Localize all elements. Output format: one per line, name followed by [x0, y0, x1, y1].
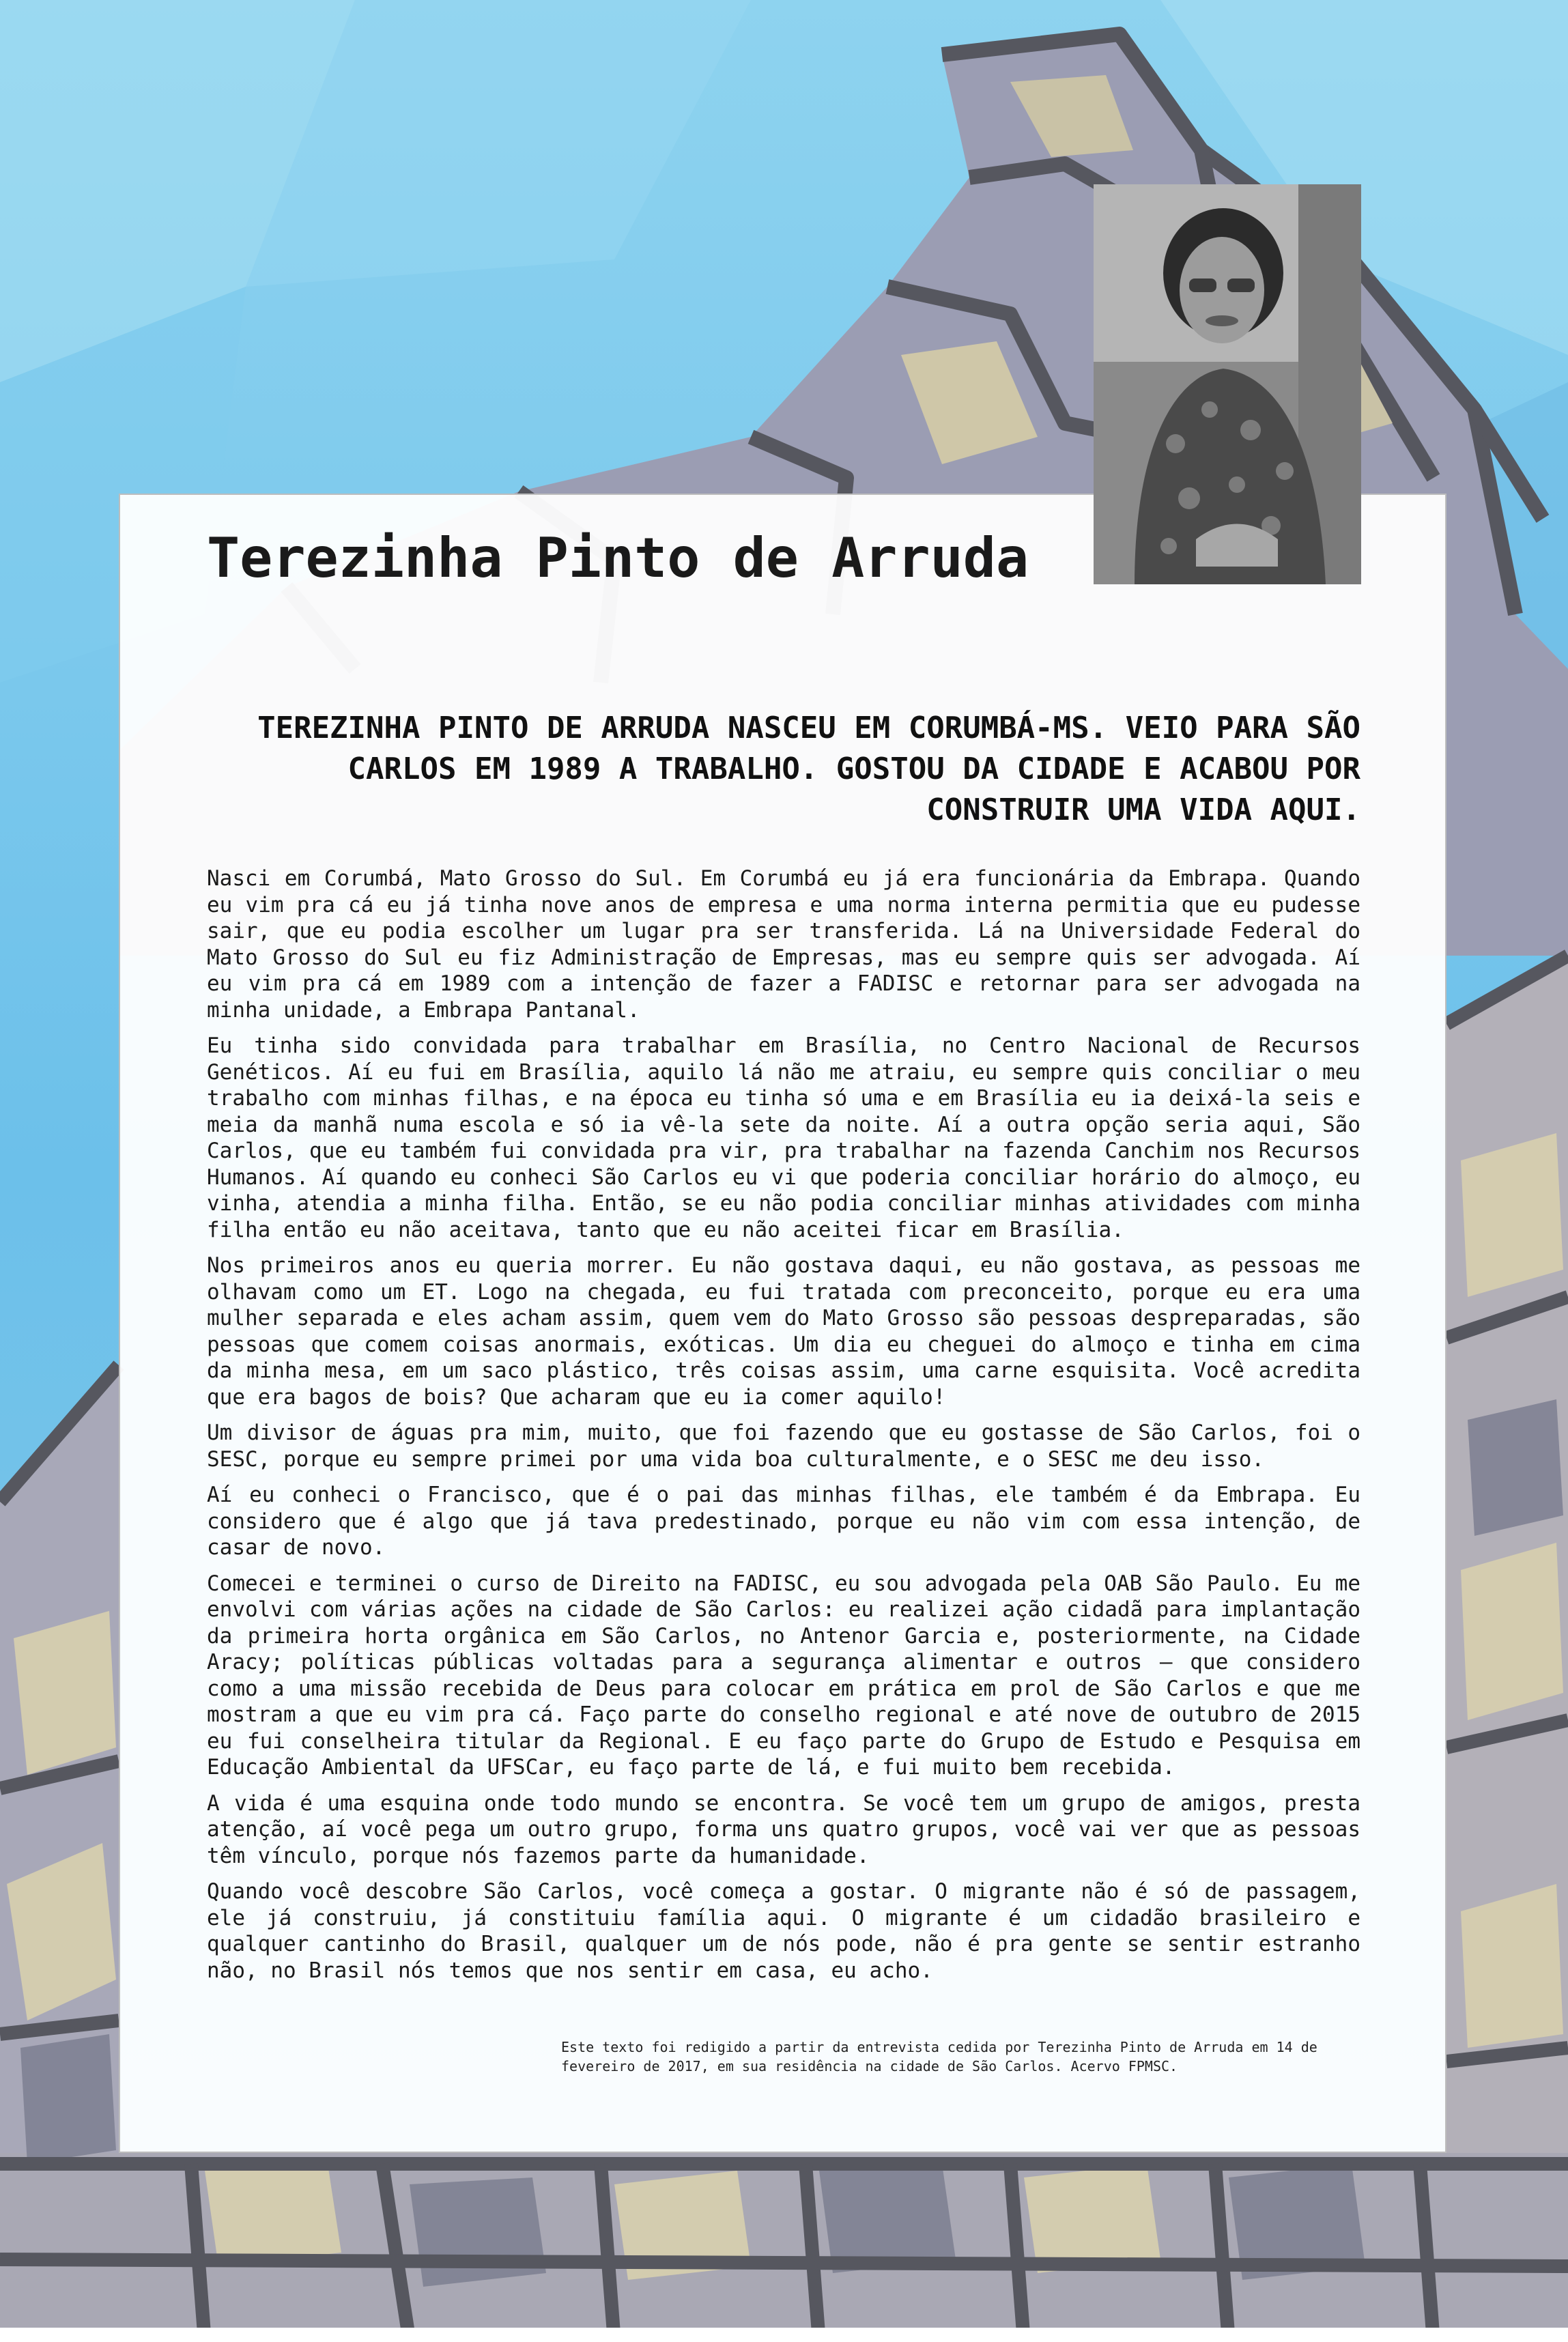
body-paragraph: Um divisor de águas pra mim, muito, que foi fazendo que eu gostasse de São Carlos, foi o SESC, porque eu sempre primei por uma vida boa culturalmente, e o SESC me deu isso. — [207, 1420, 1360, 1472]
body-paragraph: Nasci em Corumbá, Mato Grosso do Sul. Em Corumbá eu já era funcionária da Embrapa. Quando eu vim pra cá eu já tinha nove anos de empresa e uma norma interna permitia que eu pudesse sair, que eu podia escolher um lugar pra ser transferida. Lá na Universidade Federal do Mato Grosso do Sul eu fiz Administração de Empresas, mas eu sempre quis ser advogada. Aí eu vim pra cá em 1989 com a intenção de fazer a FADISC e retornar para ser advogada na minha unidade, a Embrapa Pantanal. — [207, 866, 1360, 1023]
body-paragraph: A vida é uma esquina onde todo mundo se encontra. Se você tem um grupo de amigos, presta atenção, aí você pega um outro grupo, forma uns quatro grupos, você vai ver que as pessoas têm vínculo, porque nós fazemos parte da humanidade. — [207, 1790, 1360, 1868]
source-footnote: Este texto foi redigido a partir da entrevista cedida por Terezinha Pinto de Arruda em 14 de fevereiro de 2017, em sua residência na cidade de São Carlos. Acervo FPMSC. — [561, 2039, 1317, 2074]
lead-summary: TEREZINHA PINTO DE ARRUDA NASCEU EM CORUMBÁ-MS. VEIO PARA SÃO CARLOS EM 1989 A TRABALHO. GOSTOU DA CIDADE E ACABOU POR CONSTRUIR UMA VIDA AQUI. — [257, 711, 1360, 827]
body-paragraph: Aí eu conheci o Francisco, que é o pai das minhas filhas, ele também é da Embrapa. Eu considero que é algo que já tava predestinado, porque eu não vim com essa intenção, de casar de novo. — [207, 1483, 1360, 1560]
body-paragraph: Comecei e terminei o curso de Direito na FADISC, eu sou advogada pela OAB São Paulo. Eu me envolvi com várias ações na cidade de São Carlos: eu realizei ação cidadã para implantação da primeira horta orgânica em São Carlos, no Antenor Garcia e, posteriormente, na Cidade Aracy; políticas públicas voltadas para a segurança alimentar e outros – que considero como a uma missão recebida de Deus para colocar em prática em prol de São Carlos e que me mostram a que eu vim pra cá. Faço parte do conselho regional e até nove de outubro de 2015 eu fui conselheira titular da Regional. E eu faço parte do Grupo de Estudo e Pesquisa em Educação Ambiental da UFSCar, eu faço parte de lá, e fui muito bem recebida. — [207, 1571, 1360, 1780]
page-title: Terezinha Pinto de Arruda — [207, 526, 1029, 590]
body-paragraph: Quando você descobre São Carlos, você começa a gostar. O migrante não é só de passagem, ele já construiu, já constituiu família aqui. O migrante é um cidadão brasileiro e qualquer cantinho do Brasil, qualquer um de nós pode, não é pra gente se sentir estranho não, no Brasil nós temos que nos sentir em casa, eu acho. — [207, 1879, 1360, 1983]
body-paragraph: Eu tinha sido convidada para trabalhar em Brasília, no Centro Nacional de Recursos Genéticos. Aí eu fui em Brasília, aquilo lá não me atraiu, eu sempre quis conciliar o meu trabalho com minhas filhas, e na época eu tinha só uma e em Brasília eu ia deixá-la seis e meia da manhã numa escola e só ia vê-la sete da noite. Aí a outra opção seria aqui, São Carlos, que eu também fui convidada pra vir, pra trabalhar na fazenda Canchim nos Recursos Humanos. Aí quando eu conheci São Carlos eu vi que poderia conciliar horário do almoço, eu vinha, atendia a minha filha. Então, se eu não podia conciliar minhas atividades com minha filha então eu não aceitava, tanto que eu não aceitei ficar em Brasília. — [207, 1033, 1360, 1242]
interview-body — [207, 866, 1360, 1993]
portrait-photo-icon — [1094, 184, 1361, 584]
portrait-photo — [1094, 184, 1361, 584]
body-paragraph: Nos primeiros anos eu queria morrer. Eu não gostava daqui, eu não gostava, as pessoas me olhavam como um ET. Logo na chegada, eu fui tratada com preconceito, porque eu era uma mulher separada e eles acham assim, quem vem do Mato Grosso são pessoas despreparadas, são pessoas que comem coisas anormais, exóticas. Um dia eu cheguei do almoço e tinha em cima da minha mesa, em um saco plástico, três coisas assim, uma carne esquisita. Você acredita que era bagos de bois? Que acharam que eu ia comer aquilo! — [207, 1253, 1360, 1410]
